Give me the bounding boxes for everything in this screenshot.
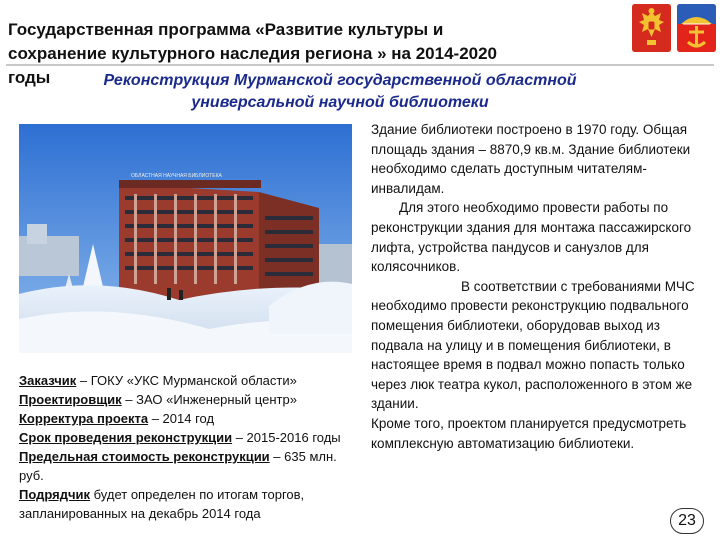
header-divider: [6, 64, 714, 66]
description-paragraph-3: В соответствии с требованиями МЧС необходимо провести реконструкцию подвального помещения библиотеки, оборудовав выход из подвала на улицу и в помещения библиотеки, в настоящее время в подвал можно попасть только через люк театра кукол, расположенного в этом же здании.: [371, 278, 695, 412]
building-sign-text: ОБЛАСТНАЯ НАУЧНАЯ БИБЛИОТЕКА: [131, 173, 222, 179]
slide-subtitle: [0, 70, 680, 114]
info-item-correction: Корректура проекта – 2014 год: [19, 411, 215, 426]
subtitle-line-2: универсальной научной библиотеки: [191, 94, 489, 111]
subtitle-line-1: Реконструкция Мурманской государственной областной: [103, 72, 577, 89]
russia-coat-of-arms-icon: [632, 4, 671, 52]
page-number: 23: [670, 508, 704, 534]
info-item-designer: Проектировщик – ЗАО «Инженерный центр»: [19, 392, 297, 407]
info-item-customer: Заказчик – ГОКУ «УКС Мурманской области»: [19, 373, 297, 388]
description-paragraph-1: Здание библиотеки построено в 1970 году. Общая площадь здания – 8870,9 кв.м. Здание библиотеки необходимо сделать доступным читателям-инвалидам.: [371, 122, 691, 196]
murmansk-region-coat-of-arms-icon: [677, 4, 716, 52]
emblems: [632, 4, 716, 52]
description-paragraph-4: Кроме того, проектом планируется предусмотреть комплексную автоматизацию библиотеки.: [371, 415, 687, 451]
description-text: [371, 120, 706, 453]
project-info: [19, 371, 359, 523]
library-building-photo: [19, 124, 352, 353]
info-item-cost: Предельная стоимость реконструкции – 635 млн. руб.: [19, 449, 337, 483]
info-item-contractor: Подрядчик будет определен по итогам торгов, запланированных на декабрь 2014 года: [19, 487, 305, 521]
slide-title: Государственная программа «Развитие культуры и сохранение культурного наследия региона » на 2014-2020 годы: [8, 20, 498, 87]
info-item-period: Срок проведения реконструкции – 2015-2016 годы: [19, 430, 341, 445]
description-paragraph-2: Для этого необходимо провести работы по реконструкции здания для монтажа пассажирского лифта, устройства пандусов и санузлов для колясочников.: [371, 200, 692, 275]
